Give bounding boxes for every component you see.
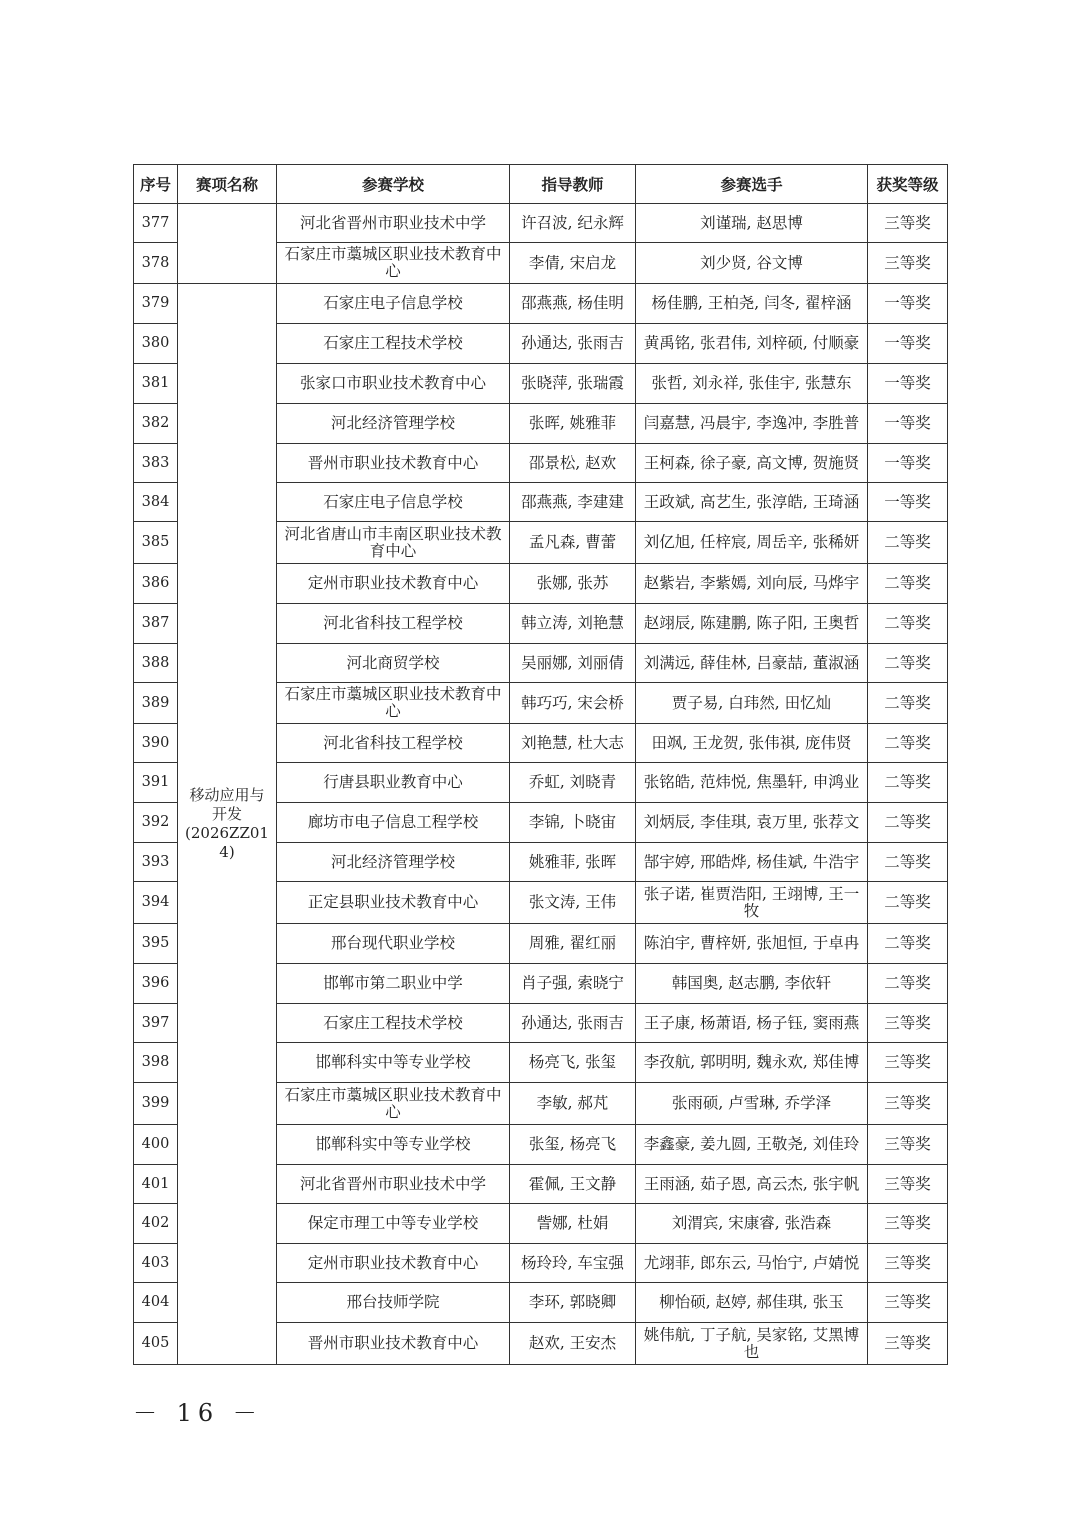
table-row	[134, 284, 948, 324]
header-teachers: 指导教师	[510, 165, 636, 204]
row-school: 河北省科技工程学校	[277, 604, 510, 644]
row-teachers: 周雅, 翟红丽	[510, 924, 636, 964]
table-header-row	[134, 165, 948, 204]
row-no: 397	[134, 1004, 178, 1043]
row-school: 廊坊市电子信息工程学校	[277, 803, 510, 843]
row-teachers: 邵景松, 赵欢	[510, 444, 636, 483]
row-school: 邯郸科实中等专业学校	[277, 1125, 510, 1165]
header-school: 参赛学校	[277, 165, 510, 204]
row-award: 二等奖	[868, 763, 948, 803]
row-school: 河北经济管理学校	[277, 404, 510, 444]
award-table	[133, 164, 948, 1365]
row-school: 晋州市职业技术教育中心	[277, 1323, 510, 1365]
row-award: 三等奖	[868, 243, 948, 284]
row-award: 二等奖	[868, 843, 948, 882]
row-students: 尤翊菲, 郎东云, 马怡宁, 卢婧悦	[636, 1244, 868, 1283]
row-no: 395	[134, 924, 178, 964]
row-teachers: 韩巧巧, 宋会桥	[510, 683, 636, 724]
row-no: 380	[134, 324, 178, 364]
row-award: 一等奖	[868, 324, 948, 364]
row-teachers: 李倩, 宋启龙	[510, 243, 636, 284]
row-school: 石家庄工程技术学校	[277, 1004, 510, 1043]
row-teachers: 杨亮飞, 张玺	[510, 1043, 636, 1083]
row-award: 二等奖	[868, 522, 948, 564]
table-body	[134, 204, 948, 1365]
row-award: 三等奖	[868, 1204, 948, 1244]
row-teachers: 邵燕燕, 杨佳明	[510, 284, 636, 324]
row-teachers: 孟凡森, 曹蕾	[510, 522, 636, 564]
row-school: 河北省科技工程学校	[277, 724, 510, 763]
table-row	[134, 204, 948, 243]
row-no: 402	[134, 1204, 178, 1244]
row-students: 刘谨瑞, 赵思博	[636, 204, 868, 243]
page-number: － 16 －	[133, 1399, 263, 1427]
row-teachers: 李锦, 卜晓宙	[510, 803, 636, 843]
row-students: 柳怡硕, 赵婷, 郝佳琪, 张玉	[636, 1283, 868, 1323]
row-award: 三等奖	[868, 1043, 948, 1083]
row-students: 刘渭宾, 宋康睿, 张浩森	[636, 1204, 868, 1244]
header-no: 序号	[134, 165, 178, 204]
row-school: 石家庄市藁城区职业技术教育中心	[277, 1083, 510, 1125]
event-cell-mobile-app	[178, 284, 277, 1365]
row-award: 三等奖	[868, 204, 948, 243]
row-award: 一等奖	[868, 404, 948, 444]
row-school: 河北经济管理学校	[277, 843, 510, 882]
row-school: 定州市职业技术教育中心	[277, 564, 510, 604]
row-award: 二等奖	[868, 803, 948, 843]
row-students: 王雨涵, 茹子恩, 高云杰, 张宇帆	[636, 1165, 868, 1204]
header-students: 参赛选手	[636, 165, 868, 204]
row-award: 三等奖	[868, 1083, 948, 1125]
row-students: 李鑫豪, 姜九圆, 王敬尧, 刘佳玲	[636, 1125, 868, 1165]
row-teachers: 訾娜, 杜娟	[510, 1204, 636, 1244]
row-no: 404	[134, 1283, 178, 1323]
header-award: 获奖等级	[868, 165, 948, 204]
row-award: 三等奖	[868, 1244, 948, 1283]
row-no: 378	[134, 243, 178, 284]
row-school: 石家庄市藁城区职业技术教育中心	[277, 243, 510, 284]
row-teachers: 乔虹, 刘晓青	[510, 763, 636, 803]
row-award: 二等奖	[868, 604, 948, 644]
row-students: 韩国奥, 赵志鹏, 李依轩	[636, 964, 868, 1004]
row-school: 张家口市职业技术教育中心	[277, 364, 510, 404]
row-no: 391	[134, 763, 178, 803]
row-school: 河北商贸学校	[277, 644, 510, 683]
row-teachers: 李环, 郭晓卿	[510, 1283, 636, 1323]
row-no: 379	[134, 284, 178, 324]
row-teachers: 刘艳慧, 杜大志	[510, 724, 636, 763]
row-students: 刘少贤, 谷文博	[636, 243, 868, 284]
row-no: 389	[134, 683, 178, 724]
row-award: 一等奖	[868, 444, 948, 483]
row-award: 二等奖	[868, 724, 948, 763]
row-teachers: 张玺, 杨亮飞	[510, 1125, 636, 1165]
row-students: 刘炳辰, 李佳琪, 袁万里, 张荐文	[636, 803, 868, 843]
row-teachers: 许召波, 纪永辉	[510, 204, 636, 243]
row-school: 石家庄市藁城区职业技术教育中心	[277, 683, 510, 724]
row-teachers: 张娜, 张苏	[510, 564, 636, 604]
row-school: 河北省晋州市职业技术中学	[277, 1165, 510, 1204]
row-school: 晋州市职业技术教育中心	[277, 444, 510, 483]
row-students: 赵翊辰, 陈建鹏, 陈子阳, 王奥哲	[636, 604, 868, 644]
row-no: 398	[134, 1043, 178, 1083]
event-cell-previous	[178, 204, 277, 284]
row-no: 388	[134, 644, 178, 683]
row-school: 行唐县职业教育中心	[277, 763, 510, 803]
row-teachers: 张晖, 姚雅菲	[510, 404, 636, 444]
row-award: 三等奖	[868, 1165, 948, 1204]
row-teachers: 赵欢, 王安杰	[510, 1323, 636, 1365]
row-students: 田飒, 王龙贺, 张伟祺, 庞伟贤	[636, 724, 868, 763]
row-teachers: 吴丽娜, 刘丽倩	[510, 644, 636, 683]
row-students: 郜宇婷, 邢皓烨, 杨佳斌, 牛浩宇	[636, 843, 868, 882]
row-no: 394	[134, 882, 178, 924]
row-no: 390	[134, 724, 178, 763]
row-students: 张铭皓, 范炜悦, 焦墨轩, 申鸿业	[636, 763, 868, 803]
row-students: 李孜航, 郭明明, 魏永欢, 郑佳博	[636, 1043, 868, 1083]
row-no: 384	[134, 483, 178, 522]
row-students: 赵紫岩, 李紫嫣, 刘向辰, 马烨宇	[636, 564, 868, 604]
row-teachers: 孙通达, 张雨吉	[510, 324, 636, 364]
row-no: 387	[134, 604, 178, 644]
row-no: 399	[134, 1083, 178, 1125]
row-students: 张子诺, 崔贾浩阳, 王翊博, 王一牧	[636, 882, 868, 924]
row-no: 377	[134, 204, 178, 243]
row-teachers: 韩立涛, 刘艳慧	[510, 604, 636, 644]
row-award: 三等奖	[868, 1283, 948, 1323]
row-school: 邯郸科实中等专业学校	[277, 1043, 510, 1083]
row-award: 三等奖	[868, 1125, 948, 1165]
row-students: 王政斌, 高艺生, 张淳皓, 王琦涵	[636, 483, 868, 522]
row-award: 一等奖	[868, 364, 948, 404]
row-teachers: 李敏, 郝芃	[510, 1083, 636, 1125]
row-students: 黄禹铭, 张君伟, 刘梓硕, 付顺豪	[636, 324, 868, 364]
row-school: 邯郸市第二职业中学	[277, 964, 510, 1004]
row-students: 张哲, 刘永祥, 张佳宇, 张慧东	[636, 364, 868, 404]
row-award: 二等奖	[868, 564, 948, 604]
row-students: 杨佳鹏, 王柏尧, 闫冬, 翟梓涵	[636, 284, 868, 324]
row-no: 392	[134, 803, 178, 843]
row-no: 396	[134, 964, 178, 1004]
row-award: 二等奖	[868, 924, 948, 964]
row-school: 石家庄工程技术学校	[277, 324, 510, 364]
row-award: 二等奖	[868, 882, 948, 924]
row-no: 386	[134, 564, 178, 604]
row-award: 三等奖	[868, 1323, 948, 1365]
row-no: 393	[134, 843, 178, 882]
row-teachers: 杨玲玲, 车宝强	[510, 1244, 636, 1283]
row-no: 381	[134, 364, 178, 404]
row-no: 401	[134, 1165, 178, 1204]
row-school: 河北省唐山市丰南区职业技术教育中心	[277, 522, 510, 564]
row-teachers: 孙通达, 张雨吉	[510, 1004, 636, 1043]
row-students: 王柯森, 徐子豪, 高文博, 贺施贤	[636, 444, 868, 483]
row-no: 383	[134, 444, 178, 483]
header-event: 赛项名称	[178, 165, 277, 204]
row-students: 姚伟航, 丁子航, 吴家铭, 艾黑博也	[636, 1323, 868, 1365]
row-award: 二等奖	[868, 644, 948, 683]
row-award: 二等奖	[868, 683, 948, 724]
row-teachers: 张晓萍, 张瑞霞	[510, 364, 636, 404]
event-name-line1: 移动应用与	[189, 786, 265, 804]
row-teachers: 张文涛, 王伟	[510, 882, 636, 924]
row-no: 385	[134, 522, 178, 564]
row-school: 定州市职业技术教育中心	[277, 1244, 510, 1283]
row-school: 石家庄电子信息学校	[277, 483, 510, 522]
row-no: 405	[134, 1323, 178, 1365]
row-students: 陈泊宇, 曹梓妍, 张旭恒, 于卓冉	[636, 924, 868, 964]
row-school: 石家庄电子信息学校	[277, 284, 510, 324]
row-award: 三等奖	[868, 1004, 948, 1043]
row-no: 382	[134, 404, 178, 444]
row-teachers: 姚雅菲, 张晖	[510, 843, 636, 882]
row-students: 张雨硕, 卢雪琳, 乔学泽	[636, 1083, 868, 1125]
row-students: 贾子易, 白玮然, 田忆灿	[636, 683, 868, 724]
row-teachers: 霍佩, 王文静	[510, 1165, 636, 1204]
row-award: 二等奖	[868, 964, 948, 1004]
row-award: 一等奖	[868, 284, 948, 324]
row-teachers: 邵燕燕, 李建建	[510, 483, 636, 522]
row-students: 刘亿旭, 任梓宸, 周岳辛, 张稀妍	[636, 522, 868, 564]
row-school: 正定县职业技术教育中心	[277, 882, 510, 924]
row-school: 邢台技师学院	[277, 1283, 510, 1323]
row-students: 王子康, 杨萧语, 杨子钰, 窦雨燕	[636, 1004, 868, 1043]
event-name-code: (2026ZZ014)	[185, 824, 269, 861]
event-name-line2: 开发	[211, 805, 242, 823]
row-school: 河北省晋州市职业技术中学	[277, 204, 510, 243]
row-school: 邢台现代职业学校	[277, 924, 510, 964]
row-no: 400	[134, 1125, 178, 1165]
row-teachers: 肖子强, 索晓宁	[510, 964, 636, 1004]
row-award: 一等奖	[868, 483, 948, 522]
row-school: 保定市理工中等专业学校	[277, 1204, 510, 1244]
row-no: 403	[134, 1244, 178, 1283]
row-students: 刘满远, 薛佳林, 吕豪喆, 董淑涵	[636, 644, 868, 683]
row-students: 闫嘉慧, 冯晨宇, 李逸冲, 李胜普	[636, 404, 868, 444]
